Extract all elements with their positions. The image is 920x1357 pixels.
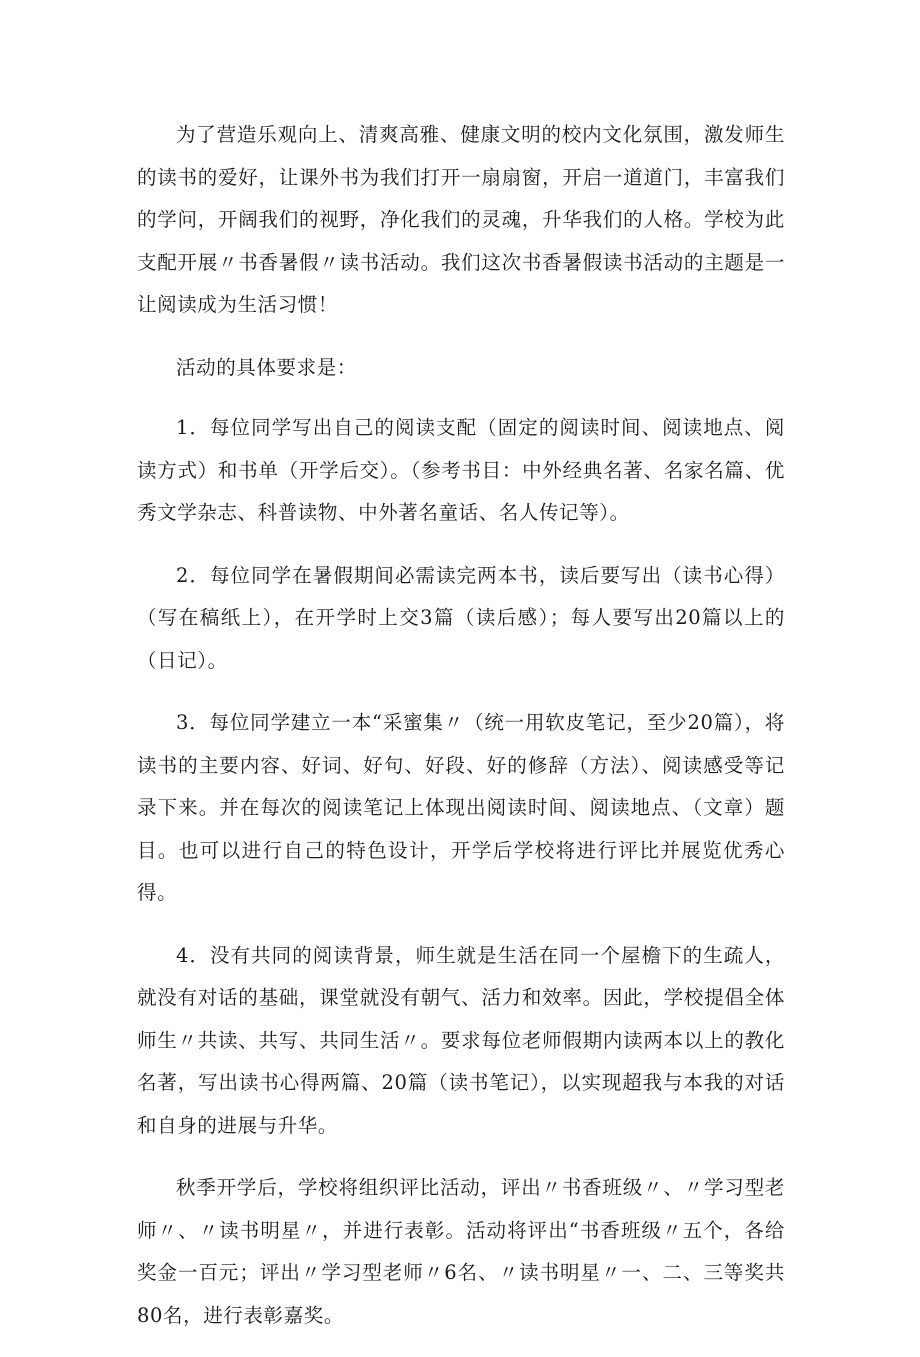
requirement-item-2: 2．每位同学在暑假期间必需读完两本书，读后要写出（读书心得）（写在稿纸上），在开学时上交3篇（读后感）；每人要写出20篇以上的（日记）。 bbox=[137, 563, 785, 672]
document-body bbox=[137, 114, 785, 1357]
requirement-item-1: 1．每位同学写出自己的阅读支配（固定的阅读时间、阅读地点、阅读方式）和书单（开学后交）。（参考书目：中外经典名著、名家名篇、优秀文学杂志、科普读物、中外著名童话、名人传记等）。 bbox=[137, 416, 785, 524]
requirement-item-4: 4．没有共同的阅读背景，师生就是生活在同一个屋檐下的生疏人，就没有对话的基础，课堂就没有朝气、活力和效率。因此，学校提倡全体师生〃共读、共写、共同生活〃。要求每位老师假期内读两本以上的教化名著，写出读书心得两篇、20篇（读书笔记），以实现超我与本我的对话和自身的进展与升华。 bbox=[137, 943, 785, 1137]
evaluation-paragraph: 秋季开学后，学校将组织评比活动，评出〃书香班级〃、〃学习型老师〃、〃读书明星〃，并进行表彰。活动将评出“书香班级〃五个，各给奖金一百元；评出〃学习型老师〃6名、〃读书明星〃一、二、三等奖共80名，进行表彰嘉奖。 bbox=[137, 1176, 785, 1327]
intro-paragraph: 为了营造乐观向上、清爽高雅、健康文明的校内文化氛围，激发师生的读书的爱好，让课外书为我们打开一扇扇窗，开启一道道门，丰富我们的学问，开阔我们的视野，净化我们的灵魂，升华我们的人格。学校为此支配开展〃书香暑假〃读书活动。我们这次书香暑假读书活动的主题是一让阅读成为生活习惯！ bbox=[137, 123, 785, 316]
requirement-item-3: 3．每位同学建立一本“采蜜集〃（统一用软皮笔记，至少20篇），将读书的主要内容、好词、好句、好段、好的修辞（方法）、阅读感受等记录下来。并在每次的阅读笔记上体现出阅读时间、阅读地点、（文章）题目。也可以进行自己的特色设计，开学后学校将进行评比并展览优秀心得。 bbox=[137, 711, 785, 904]
requirements-heading: 活动的具体要求是： bbox=[176, 355, 357, 379]
